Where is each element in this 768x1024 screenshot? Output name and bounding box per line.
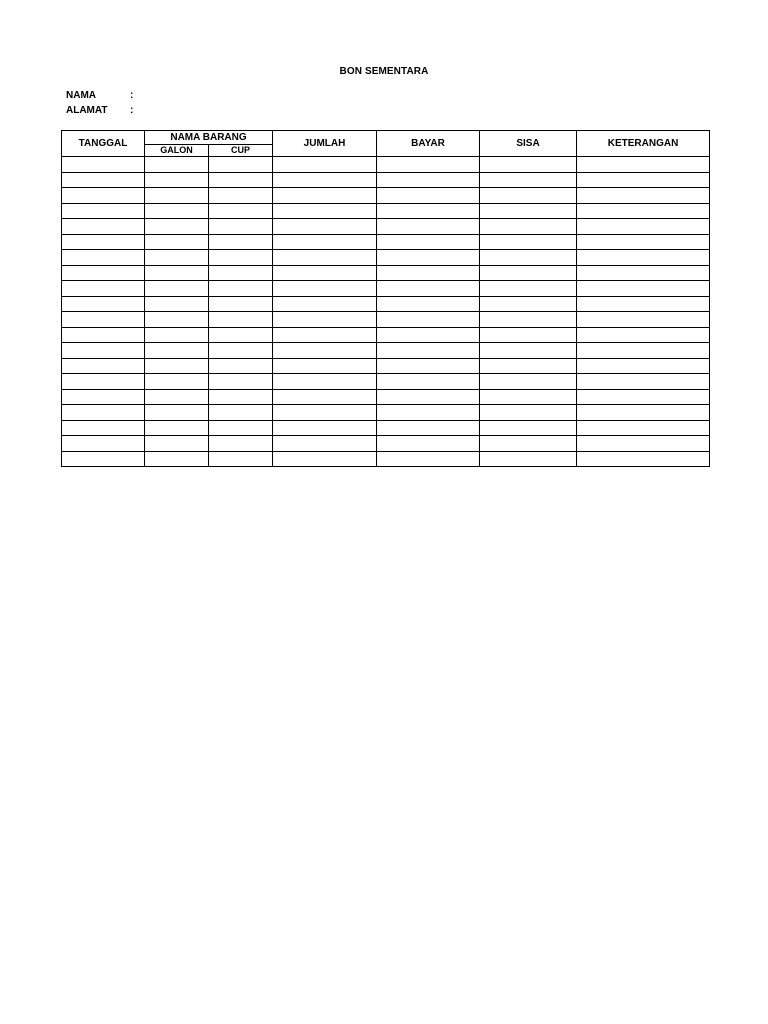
cell-keterangan[interactable]: [577, 436, 710, 452]
cell-bayar[interactable]: [377, 219, 480, 235]
cell-sisa[interactable]: [480, 343, 577, 359]
cell-cup[interactable]: [209, 219, 273, 235]
header-bayar: BAYAR: [377, 131, 480, 157]
table-row: [62, 234, 710, 250]
cell-sisa[interactable]: [480, 420, 577, 436]
cell-cup[interactable]: [209, 389, 273, 405]
header-nama-barang: NAMA BARANG: [145, 131, 273, 145]
cell-sisa[interactable]: [480, 451, 577, 467]
header-cup: CUP: [209, 145, 273, 157]
cell-galon[interactable]: [145, 281, 209, 297]
cell-jumlah[interactable]: [273, 265, 377, 281]
table-row: [62, 405, 710, 421]
cell-tanggal[interactable]: [62, 172, 145, 188]
cell-cup[interactable]: [209, 436, 273, 452]
cell-bayar[interactable]: [377, 281, 480, 297]
nama-field: [66, 89, 140, 103]
cell-keterangan[interactable]: [577, 265, 710, 281]
cell-bayar[interactable]: [377, 405, 480, 421]
table-row: [62, 374, 710, 390]
header-jumlah: JUMLAH: [273, 131, 377, 157]
cell-cup[interactable]: [209, 265, 273, 281]
cell-tanggal[interactable]: [62, 203, 145, 219]
cell-bayar[interactable]: [377, 234, 480, 250]
alamat-separator: :: [130, 105, 134, 116]
cell-tanggal[interactable]: [62, 312, 145, 328]
cell-tanggal[interactable]: [62, 327, 145, 343]
cell-galon[interactable]: [145, 296, 209, 312]
cell-tanggal[interactable]: [62, 281, 145, 297]
nama-label: NAMA: [66, 90, 96, 101]
table-row: [62, 219, 710, 235]
header-tanggal: TANGGAL: [62, 131, 145, 157]
cell-bayar[interactable]: [377, 157, 480, 173]
table-row: [62, 188, 710, 204]
cell-keterangan[interactable]: [577, 358, 710, 374]
cell-bayar[interactable]: [377, 265, 480, 281]
cell-cup[interactable]: [209, 172, 273, 188]
cell-tanggal[interactable]: [62, 374, 145, 390]
cell-cup[interactable]: [209, 203, 273, 219]
cell-sisa[interactable]: [480, 188, 577, 204]
cell-jumlah[interactable]: [273, 405, 377, 421]
cell-cup[interactable]: [209, 420, 273, 436]
header-keterangan: KETERANGAN: [577, 131, 710, 157]
cell-tanggal[interactable]: [62, 343, 145, 359]
cell-tanggal[interactable]: [62, 157, 145, 173]
cell-bayar[interactable]: [377, 327, 480, 343]
table-row: [62, 157, 710, 173]
cell-bayar[interactable]: [377, 389, 480, 405]
cell-sisa[interactable]: [480, 265, 577, 281]
cell-galon[interactable]: [145, 312, 209, 328]
cell-keterangan[interactable]: [577, 219, 710, 235]
cell-keterangan[interactable]: [577, 234, 710, 250]
cell-jumlah[interactable]: [273, 451, 377, 467]
cell-keterangan[interactable]: [577, 203, 710, 219]
cell-galon[interactable]: [145, 219, 209, 235]
cell-keterangan[interactable]: [577, 172, 710, 188]
cell-galon[interactable]: [145, 420, 209, 436]
cell-sisa[interactable]: [480, 219, 577, 235]
table-row: [62, 358, 710, 374]
cell-tanggal[interactable]: [62, 188, 145, 204]
table-row: [62, 343, 710, 359]
cell-bayar[interactable]: [377, 188, 480, 204]
cell-bayar[interactable]: [377, 436, 480, 452]
cell-jumlah[interactable]: [273, 312, 377, 328]
cell-tanggal[interactable]: [62, 436, 145, 452]
cell-cup[interactable]: [209, 451, 273, 467]
cell-tanggal[interactable]: [62, 234, 145, 250]
cell-bayar[interactable]: [377, 358, 480, 374]
cell-keterangan[interactable]: [577, 250, 710, 266]
cell-bayar[interactable]: [377, 343, 480, 359]
cell-galon[interactable]: [145, 343, 209, 359]
cell-keterangan[interactable]: [577, 451, 710, 467]
cell-jumlah[interactable]: [273, 389, 377, 405]
cell-sisa[interactable]: [480, 327, 577, 343]
cell-galon[interactable]: [145, 374, 209, 390]
cell-galon[interactable]: [145, 451, 209, 467]
cell-cup[interactable]: [209, 358, 273, 374]
cell-cup[interactable]: [209, 281, 273, 297]
cell-keterangan[interactable]: [577, 327, 710, 343]
cell-jumlah[interactable]: [273, 157, 377, 173]
cell-cup[interactable]: [209, 312, 273, 328]
cell-bayar[interactable]: [377, 451, 480, 467]
cell-jumlah[interactable]: [273, 296, 377, 312]
cell-cup[interactable]: [209, 296, 273, 312]
cell-tanggal[interactable]: [62, 219, 145, 235]
cell-jumlah[interactable]: [273, 172, 377, 188]
cell-sisa[interactable]: [480, 234, 577, 250]
cell-cup[interactable]: [209, 343, 273, 359]
table-row: [62, 250, 710, 266]
cell-keterangan[interactable]: [577, 281, 710, 297]
cell-jumlah[interactable]: [273, 374, 377, 390]
cell-keterangan[interactable]: [577, 312, 710, 328]
bon-table: [61, 130, 710, 467]
table-row: [62, 389, 710, 405]
cell-bayar[interactable]: [377, 374, 480, 390]
table-row: [62, 265, 710, 281]
cell-tanggal[interactable]: [62, 420, 145, 436]
table-row: [62, 172, 710, 188]
table-row: [62, 451, 710, 467]
cell-keterangan[interactable]: [577, 420, 710, 436]
cell-sisa[interactable]: [480, 281, 577, 297]
table-row: [62, 203, 710, 219]
cell-bayar[interactable]: [377, 172, 480, 188]
cell-galon[interactable]: [145, 327, 209, 343]
cell-sisa[interactable]: [480, 296, 577, 312]
cell-jumlah[interactable]: [273, 281, 377, 297]
cell-galon[interactable]: [145, 234, 209, 250]
cell-tanggal[interactable]: [62, 389, 145, 405]
cell-jumlah[interactable]: [273, 327, 377, 343]
table-row: [62, 436, 710, 452]
cell-keterangan[interactable]: [577, 405, 710, 421]
header-galon: GALON: [145, 145, 209, 157]
cell-tanggal[interactable]: [62, 250, 145, 266]
table-row: [62, 327, 710, 343]
cell-galon[interactable]: [145, 389, 209, 405]
cell-galon[interactable]: [145, 172, 209, 188]
cell-sisa[interactable]: [480, 172, 577, 188]
cell-jumlah[interactable]: [273, 343, 377, 359]
nama-separator: :: [130, 90, 134, 101]
cell-sisa[interactable]: [480, 358, 577, 374]
cell-sisa[interactable]: [480, 312, 577, 328]
cell-galon[interactable]: [145, 405, 209, 421]
cell-jumlah[interactable]: [273, 188, 377, 204]
document-title: BON SEMENTARA: [339, 66, 429, 77]
cell-jumlah[interactable]: [273, 219, 377, 235]
cell-cup[interactable]: [209, 250, 273, 266]
cell-galon[interactable]: [145, 188, 209, 204]
cell-galon[interactable]: [145, 436, 209, 452]
cell-cup[interactable]: [209, 327, 273, 343]
cell-jumlah[interactable]: [273, 436, 377, 452]
cell-galon[interactable]: [145, 358, 209, 374]
cell-sisa[interactable]: [480, 389, 577, 405]
cell-cup[interactable]: [209, 234, 273, 250]
cell-keterangan[interactable]: [577, 343, 710, 359]
cell-keterangan[interactable]: [577, 188, 710, 204]
cell-tanggal[interactable]: [62, 358, 145, 374]
cell-sisa[interactable]: [480, 374, 577, 390]
cell-bayar[interactable]: [377, 420, 480, 436]
cell-galon[interactable]: [145, 157, 209, 173]
table-row: [62, 296, 710, 312]
cell-keterangan[interactable]: [577, 157, 710, 173]
cell-bayar[interactable]: [377, 296, 480, 312]
cell-cup[interactable]: [209, 374, 273, 390]
alamat-label: ALAMAT: [66, 105, 108, 116]
alamat-field: [66, 104, 140, 118]
table-row: [62, 420, 710, 436]
cell-tanggal[interactable]: [62, 451, 145, 467]
cell-sisa[interactable]: [480, 250, 577, 266]
bon-table-body: [62, 157, 710, 467]
cell-sisa[interactable]: [480, 203, 577, 219]
cell-jumlah[interactable]: [273, 234, 377, 250]
cell-bayar[interactable]: [377, 203, 480, 219]
cell-cup[interactable]: [209, 157, 273, 173]
cell-keterangan[interactable]: [577, 374, 710, 390]
cell-galon[interactable]: [145, 203, 209, 219]
cell-tanggal[interactable]: [62, 405, 145, 421]
cell-bayar[interactable]: [377, 250, 480, 266]
cell-cup[interactable]: [209, 405, 273, 421]
table-row: [62, 281, 710, 297]
cell-keterangan[interactable]: [577, 296, 710, 312]
cell-cup[interactable]: [209, 188, 273, 204]
cell-jumlah[interactable]: [273, 420, 377, 436]
cell-jumlah[interactable]: [273, 250, 377, 266]
cell-sisa[interactable]: [480, 157, 577, 173]
cell-keterangan[interactable]: [577, 389, 710, 405]
cell-sisa[interactable]: [480, 436, 577, 452]
cell-bayar[interactable]: [377, 312, 480, 328]
cell-galon[interactable]: [145, 265, 209, 281]
bon-table-header: [62, 131, 710, 157]
cell-jumlah[interactable]: [273, 203, 377, 219]
cell-tanggal[interactable]: [62, 296, 145, 312]
cell-jumlah[interactable]: [273, 358, 377, 374]
cell-tanggal[interactable]: [62, 265, 145, 281]
cell-sisa[interactable]: [480, 405, 577, 421]
cell-galon[interactable]: [145, 250, 209, 266]
table-row: [62, 312, 710, 328]
header-sisa: SISA: [480, 131, 577, 157]
